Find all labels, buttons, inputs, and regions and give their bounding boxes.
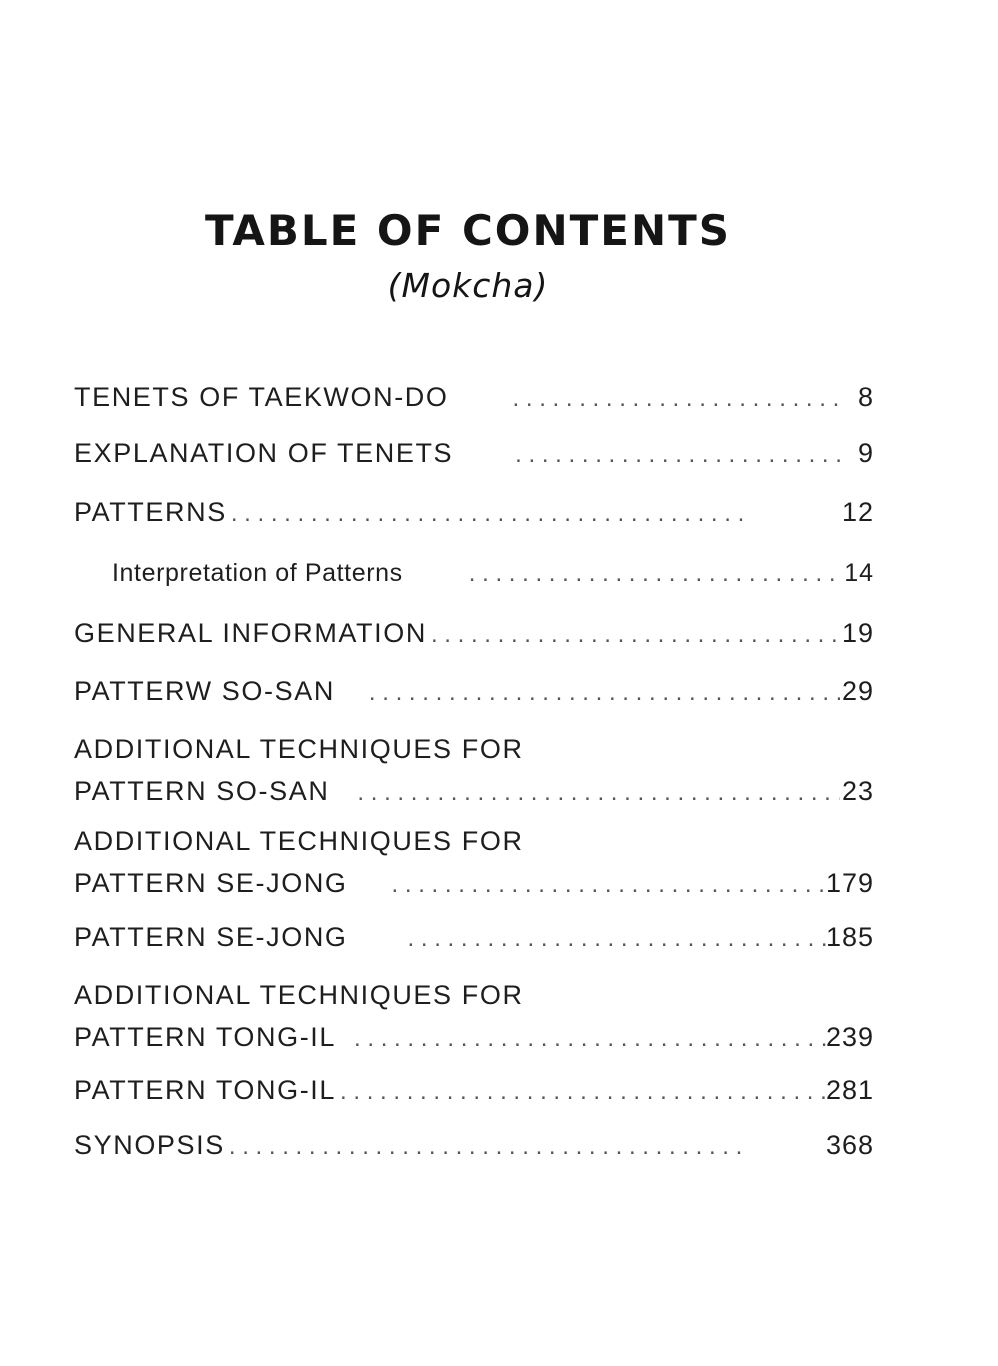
toc-entry-page: 23 <box>841 776 874 806</box>
toc-entry-page: 368 <box>825 1130 874 1160</box>
toc-entry-title: TENETS OF TAEKWON-DO <box>74 382 449 412</box>
toc-entry-page: 179 <box>825 868 874 898</box>
dot-leader <box>388 871 826 899</box>
toc-entry <box>74 1130 874 1172</box>
toc-entry <box>74 438 874 480</box>
toc-entry <box>74 1075 874 1117</box>
toc-entry-page: 19 <box>841 618 874 648</box>
dot-leader <box>465 560 840 588</box>
toc-entry-page: 8 <box>857 382 874 412</box>
dot-leader <box>336 1078 826 1106</box>
toc-entry-title: PATTERN SO-SAN <box>74 776 330 806</box>
toc-entry <box>74 734 874 818</box>
dot-leader <box>227 500 840 528</box>
toc-entry-title: GENERAL INFORMATION <box>74 618 427 648</box>
toc-entry-title: PATTERW SO-SAN <box>74 676 335 706</box>
toc-subentry <box>112 559 874 601</box>
toc-entry-title: PATTERN TONG-IL <box>74 1075 337 1105</box>
page-subtitle: (Mokcha) <box>387 266 549 305</box>
toc-entry <box>74 618 874 660</box>
toc-entry-page: 281 <box>825 1075 874 1105</box>
toc-entry-title-line1: ADDITIONAL TECHNIQUES FOR <box>74 826 524 856</box>
toc-entry-title: PATTERN TONG-IL <box>74 1022 337 1052</box>
dot-leader <box>511 441 840 469</box>
toc-entry <box>74 922 874 964</box>
toc-entry-title: PATTERN SE-JONG <box>74 868 348 898</box>
toc-entry-page: 12 <box>841 497 874 527</box>
toc-entry-title: Interpretation of Patterns <box>112 559 403 587</box>
dot-leader <box>404 925 826 953</box>
dot-leader <box>353 779 840 807</box>
toc-entry <box>74 497 874 539</box>
toc-entry <box>74 826 874 910</box>
toc-entry-title: PATTERNS <box>74 497 227 527</box>
toc-entry <box>74 980 874 1064</box>
toc-entry <box>74 676 874 718</box>
toc-entry-title: SYNOPSIS <box>74 1130 225 1160</box>
dot-leader <box>509 385 840 413</box>
toc-entry-page: 9 <box>857 438 874 468</box>
dot-leader <box>350 1025 826 1053</box>
toc-entry-page: 185 <box>825 922 874 952</box>
toc-entry-title-line1: ADDITIONAL TECHNIQUES FOR <box>74 734 524 764</box>
toc-entry-title: PATTERN SE-JONG <box>74 922 348 952</box>
page-title: TABLE OF CONTENTS <box>204 206 732 255</box>
toc-entry-page: 239 <box>825 1022 874 1052</box>
toc-entry-title-line1: ADDITIONAL TECHNIQUES FOR <box>74 980 524 1010</box>
dot-leader <box>365 679 840 707</box>
toc-entry <box>74 382 874 424</box>
dot-leader <box>427 621 840 649</box>
toc-entry-title: EXPLANATION OF TENETS <box>74 438 454 468</box>
dot-leader <box>225 1133 826 1161</box>
toc-entry-page: 14 <box>844 559 874 587</box>
toc-entry-page: 29 <box>841 676 874 706</box>
